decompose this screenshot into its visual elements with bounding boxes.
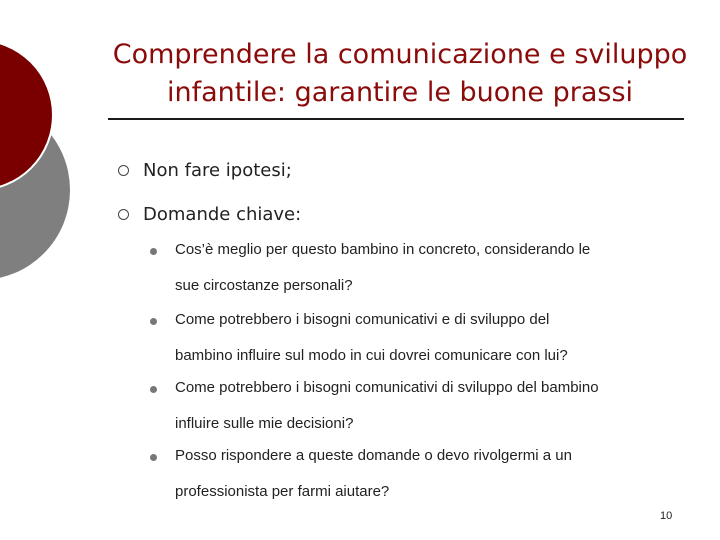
page-number: 10 (660, 510, 673, 522)
sub-bullet-text (175, 370, 599, 442)
title-line-1: Comprendere la comunicazione e sviluppo (112, 39, 688, 70)
sub-bullet-line: bambino influire sul modo in cui dovrei comunicare con lui? (175, 347, 568, 364)
hollow-circle-bullet-icon (118, 165, 129, 176)
sub-bullet-line: Cos’è meglio per questo bambino in concreto, considerando le (175, 241, 591, 258)
filled-dot-bullet-icon (150, 386, 157, 393)
hollow-circle-bullet-icon (118, 209, 129, 220)
bullet-text: Domande chiave: (143, 204, 302, 225)
sub-bullet-line: professionista per farmi aiutare? (175, 483, 390, 500)
sub-bullet-line: influire sulle mie decisioni? (175, 415, 354, 432)
sub-bullet-line: sue circostanze personali? (175, 277, 353, 294)
bullet-text: Non fare ipotesi; (143, 160, 292, 181)
sub-bullet-line: Posso rispondere a queste domande o devo rivolgermi a un (175, 447, 572, 464)
slide-title (105, 36, 695, 112)
sub-bullet-text (175, 232, 590, 304)
title-line-2: infantile: garantire le buone prassi (166, 77, 634, 108)
filled-dot-bullet-icon (150, 318, 157, 325)
title-divider (108, 118, 684, 120)
sub-bullet-line: Come potrebbero i bisogni comunicativi di sviluppo del bambino (175, 379, 599, 396)
filled-dot-bullet-icon (150, 454, 157, 461)
sub-bullet-line: Come potrebbero i bisogni comunicativi e di sviluppo del (175, 311, 550, 328)
sub-bullet-text (175, 438, 572, 510)
filled-dot-bullet-icon (150, 248, 157, 255)
sub-bullet-text (175, 302, 568, 374)
